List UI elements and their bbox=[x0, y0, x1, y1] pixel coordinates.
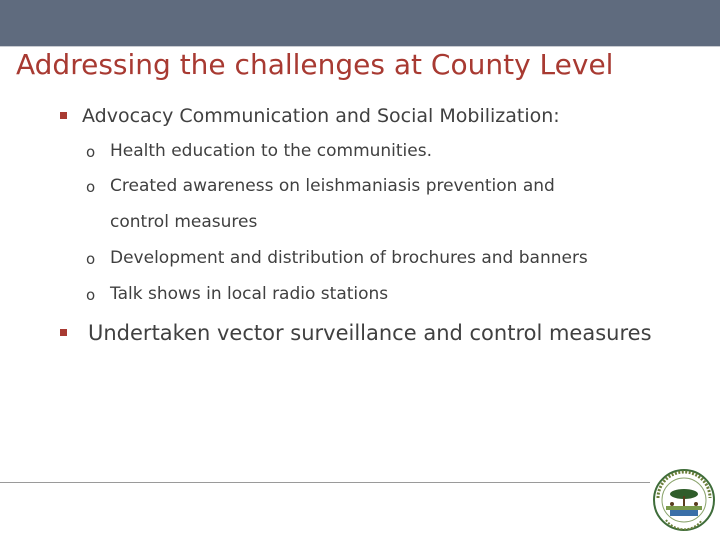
subpoint-text: Talk shows in local radio stations bbox=[110, 284, 389, 304]
bullet-advocacy bbox=[60, 103, 560, 129]
subpoint-awareness bbox=[86, 174, 555, 198]
subpoint-talk-shows bbox=[86, 282, 388, 306]
circle-bullet-icon: o bbox=[86, 143, 96, 161]
circle-bullet-icon: o bbox=[86, 178, 96, 196]
circle-bullet-icon: o bbox=[86, 286, 96, 304]
square-bullet-icon bbox=[60, 112, 67, 119]
bullet-vector-surveillance bbox=[60, 319, 652, 347]
subpoint-brochures bbox=[86, 246, 588, 270]
subpoint-text: Health education to the communities. bbox=[110, 141, 433, 161]
circle-bullet-icon: o bbox=[86, 250, 96, 268]
subpoint-awareness-continued bbox=[86, 210, 257, 234]
square-bullet-icon bbox=[60, 329, 67, 336]
subpoint-health-education bbox=[86, 139, 432, 163]
bullet-text: Undertaken vector surveillance and control measures bbox=[88, 321, 652, 345]
subpoint-text: Created awareness on leishmaniasis prevention and bbox=[110, 176, 555, 196]
subpoint-text: control measures bbox=[110, 212, 258, 232]
slide-title: Addressing the challenges at County Level bbox=[16, 48, 614, 81]
bullet-text: Advocacy Communication and Social Mobilization: bbox=[82, 105, 560, 127]
header-bar bbox=[0, 0, 720, 46]
county-seal-icon bbox=[652, 468, 716, 532]
subpoint-text: Development and distribution of brochures and banners bbox=[110, 248, 588, 268]
footer-divider bbox=[0, 482, 650, 483]
